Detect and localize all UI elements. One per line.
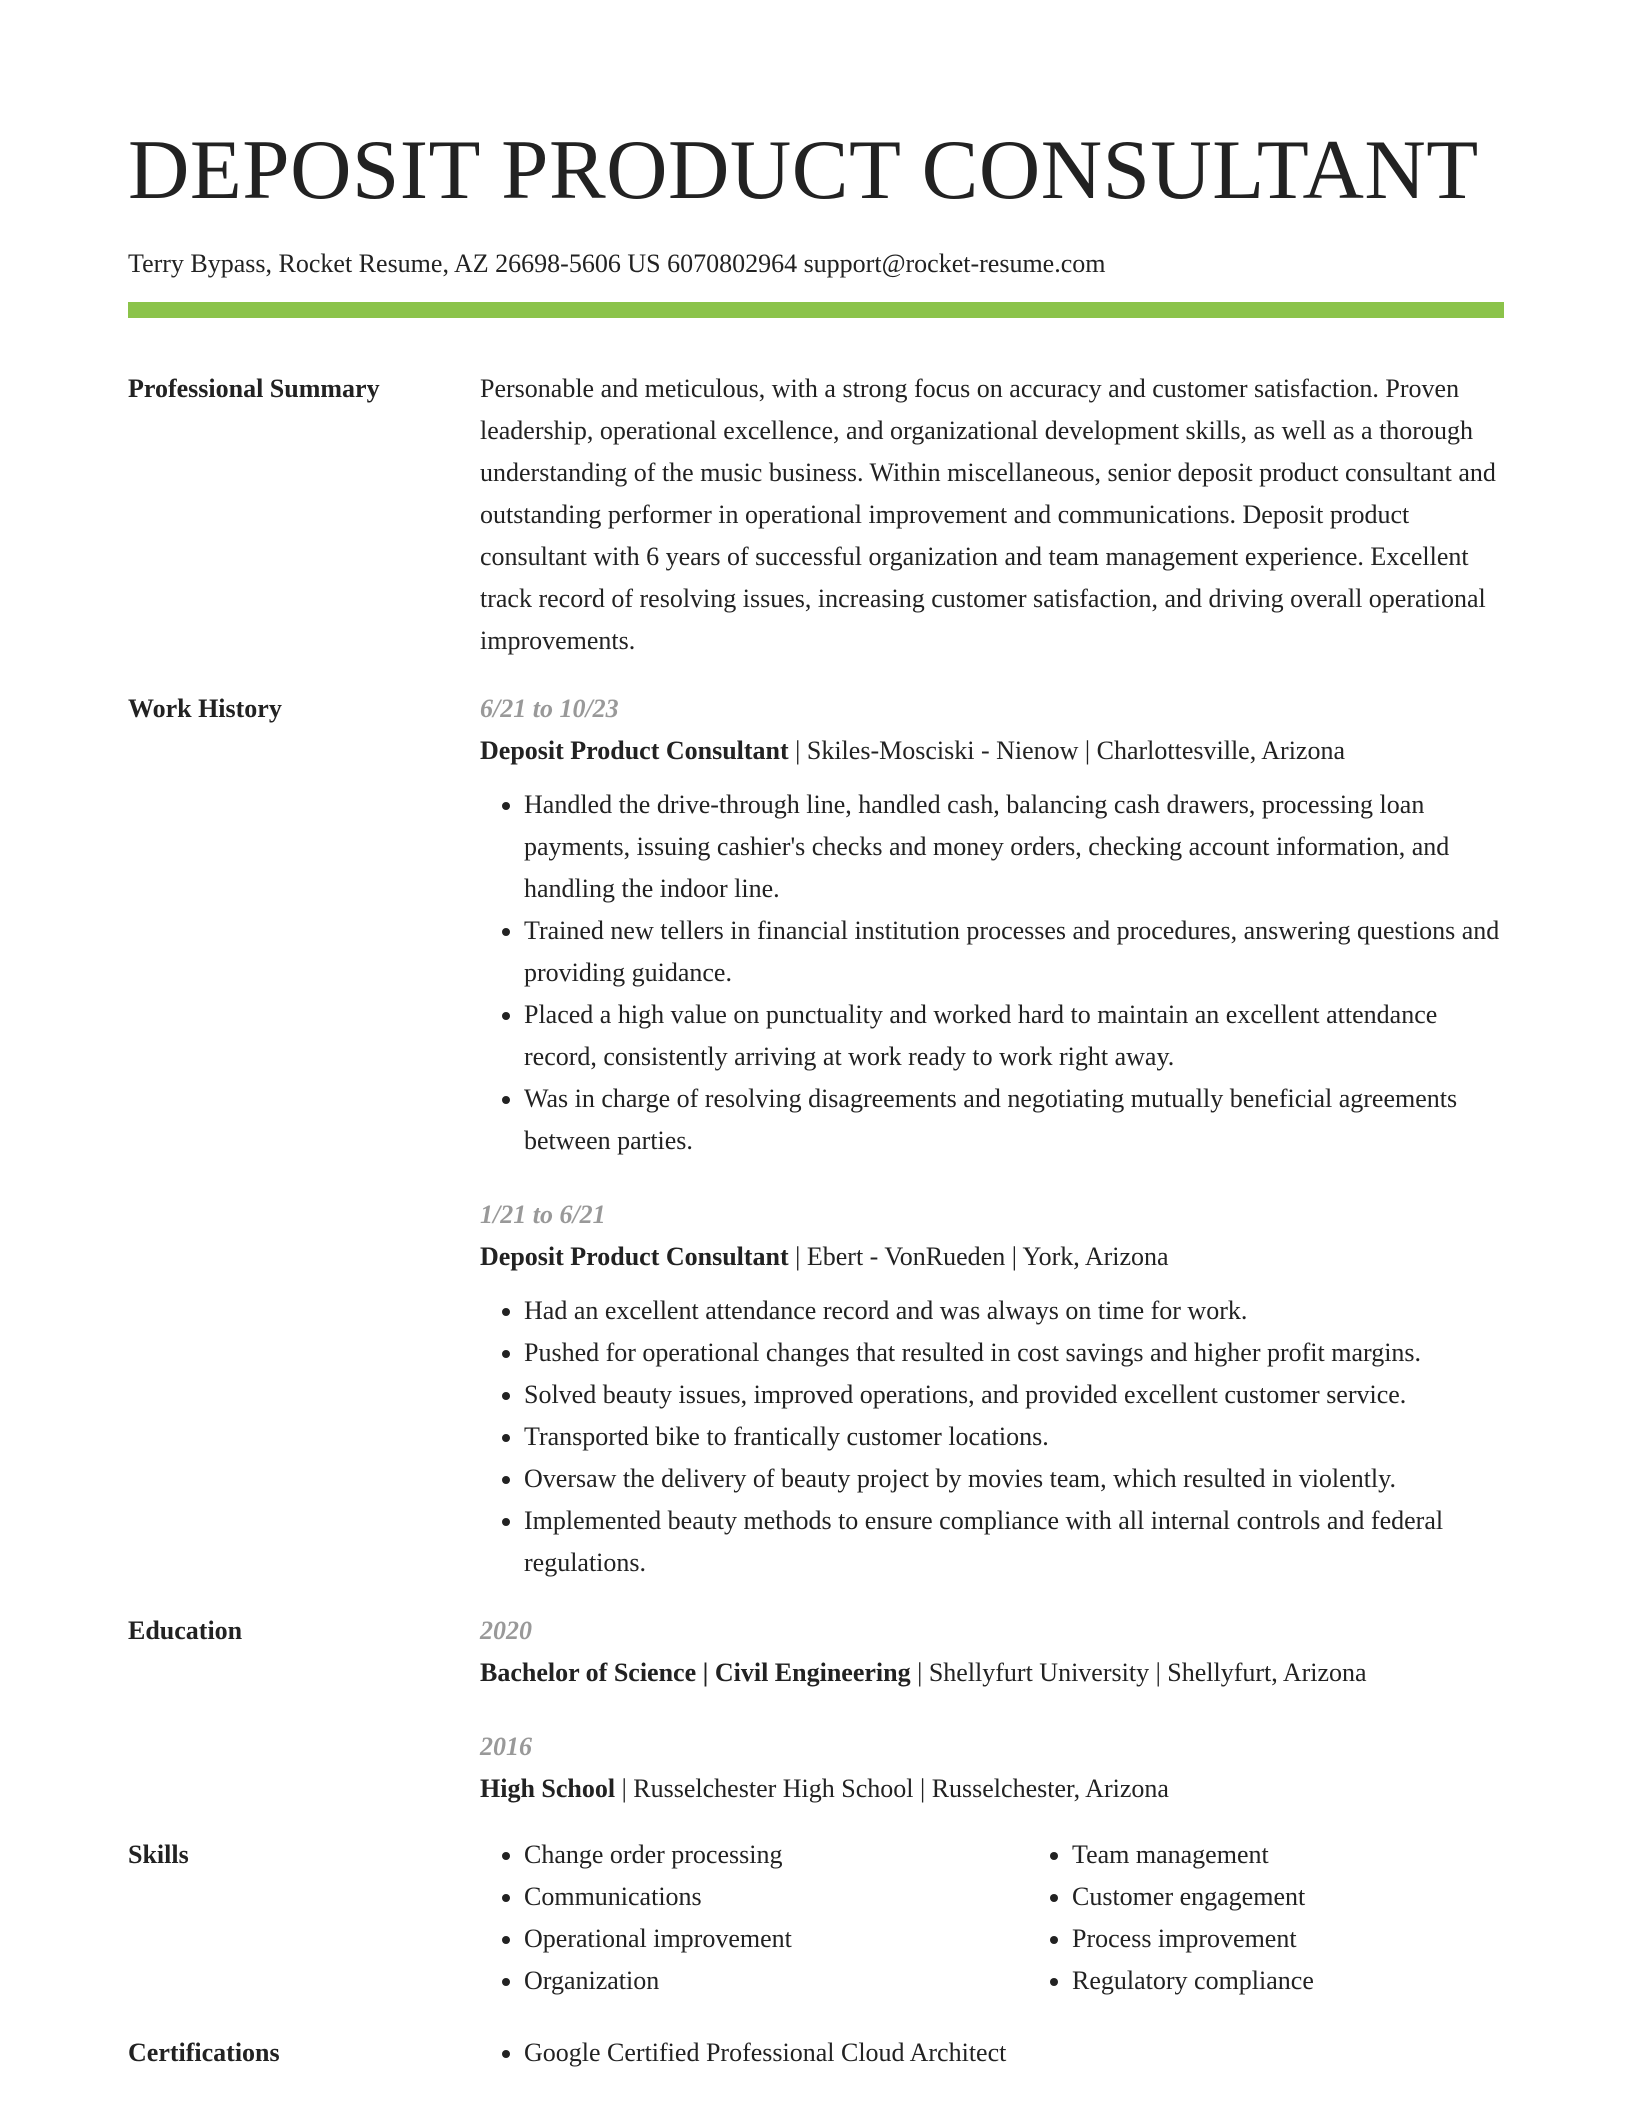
work-history-section xyxy=(128,688,1504,1584)
job-bullet: • Implemented beauty methods to ensure compliance with all internal controls and federal regulations. xyxy=(524,1500,1504,1584)
education-year: 2016 xyxy=(480,1732,532,1761)
summary-section xyxy=(128,368,1504,662)
certifications-section xyxy=(128,2032,1504,2074)
education-degree: High School xyxy=(480,1774,616,1803)
education-entry xyxy=(480,1610,1504,1694)
skill-item: • Customer engagement xyxy=(1072,1876,1576,1918)
job-entry xyxy=(480,1194,1504,1584)
summary-heading: Professional Summary xyxy=(128,374,380,403)
job-heading xyxy=(480,1236,1504,1278)
certifications-heading: Certifications xyxy=(128,2038,280,2067)
summary-text: Personable and meticulous, with a strong focus on accuracy and customer satisfaction. Proven leadership, operational excellence, and organizational development skills, as well as a thorough understanding of the music business. Within miscellaneous, senior deposit product consultant and outstanding performer in operational improvement and communications. Deposit product consultant with 6 years of successful organization and team management experience. Excellent track record of resolving issues, increasing customer satisfaction, and driving overall operational improvements. xyxy=(480,374,1496,655)
job-bullet: • Solved beauty issues, improved operations, and provided excellent customer service. xyxy=(524,1374,1504,1416)
skills-list-left xyxy=(480,1834,1028,2002)
education-school-location: | Russelchester High School | Russelchester, Arizona xyxy=(615,1774,1169,1803)
job-title: Deposit Product Consultant xyxy=(480,1242,789,1271)
job-bullets xyxy=(480,1290,1504,1584)
skills-heading: Skills xyxy=(128,1840,189,1869)
job-bullet: • Trained new tellers in financial institution processes and procedures, answering questions and providing guidance. xyxy=(524,910,1504,994)
education-section xyxy=(128,1610,1504,1810)
job-bullets xyxy=(480,784,1504,1162)
skills-list-right xyxy=(1028,1834,1576,2002)
skills-section xyxy=(128,1834,1504,2002)
job-heading xyxy=(480,730,1504,772)
skill-item: • Organization xyxy=(524,1960,1028,2002)
job-entry xyxy=(480,688,1504,1162)
certification-item: • Google Certified Professional Cloud Architect xyxy=(524,2032,1504,2074)
education-heading: Education xyxy=(128,1616,243,1645)
job-employer-location: | Skiles-Mosciski - Nienow | Charlottesville, Arizona xyxy=(788,736,1346,765)
education-entry xyxy=(480,1726,1504,1810)
education-school-location: | Shellyfurt University | Shellyfurt, Arizona xyxy=(910,1658,1367,1687)
job-bullet: • Placed a high value on punctuality and worked hard to maintain an excellent attendance record, consistently arriving at work ready to work right away. xyxy=(524,994,1504,1078)
resume-page xyxy=(128,0,1504,2074)
job-employer-location: | Ebert - VonRueden | York, Arizona xyxy=(788,1242,1169,1271)
skill-item: • Regulatory compliance xyxy=(1072,1960,1576,2002)
education-degree: Bachelor of Science | Civil Engineering xyxy=(480,1658,911,1687)
job-bullet: • Was in charge of resolving disagreements and negotiating mutually beneficial agreements between parties. xyxy=(524,1078,1504,1162)
job-bullet: • Oversaw the delivery of beauty project by movies team, which resulted in violently. xyxy=(524,1458,1504,1500)
certifications-list xyxy=(480,2032,1504,2074)
education-year: 2020 xyxy=(480,1616,532,1645)
job-title: Deposit Product Consultant xyxy=(480,736,789,765)
job-bullet: • Pushed for operational changes that resulted in cost savings and higher profit margins. xyxy=(524,1332,1504,1374)
skill-item: • Change order processing xyxy=(524,1834,1028,1876)
job-bullet: • Handled the drive-through line, handled cash, balancing cash drawers, processing loan payments, issuing cashier's checks and money orders, checking account information, and handling the indoor line. xyxy=(524,784,1504,910)
resume-title: DEPOSIT PRODUCT CONSULTANT xyxy=(128,123,1479,217)
job-bullet: • Had an excellent attendance record and was always on time for work. xyxy=(524,1290,1504,1332)
skill-item: • Operational improvement xyxy=(524,1918,1028,1960)
skill-item: • Team management xyxy=(1072,1834,1576,1876)
job-bullet: • Transported bike to frantically customer locations. xyxy=(524,1416,1504,1458)
work-history-heading: Work History xyxy=(128,694,282,723)
skill-item: • Process improvement xyxy=(1072,1918,1576,1960)
skill-item: • Communications xyxy=(524,1876,1028,1918)
contact-line: Terry Bypass, Rocket Resume, AZ 26698-5606 US 6070802964 support@rocket-resume.com xyxy=(128,249,1106,278)
header-divider xyxy=(128,302,1504,318)
job-dates: 1/21 to 6/21 xyxy=(480,1200,606,1229)
job-dates: 6/21 to 10/23 xyxy=(480,694,619,723)
